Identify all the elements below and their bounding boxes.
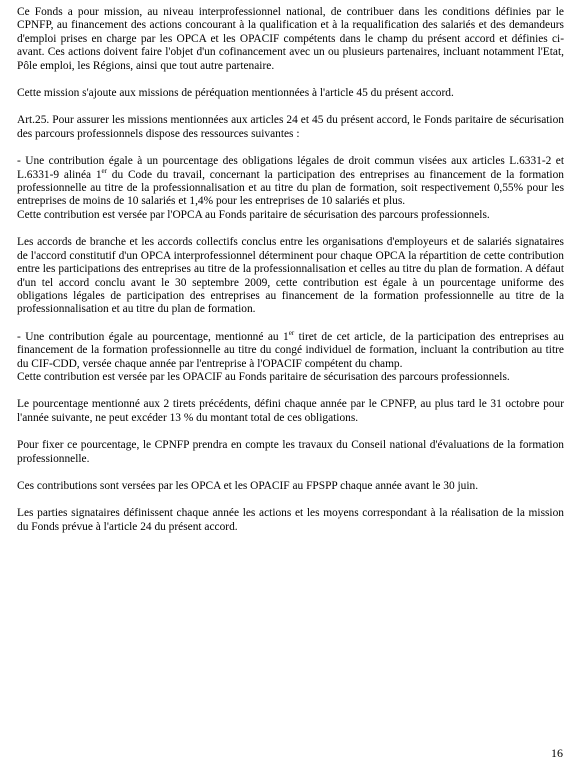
bullet-1-superscript: er: [101, 166, 107, 175]
paragraph-cpnfp-evaluation: Pour fixer ce pourcentage, le CPNFP prendra en compte les travaux du Conseil national d'évaluations de la formation professionnelle.: [17, 439, 564, 465]
paragraph-mission-perequation: Cette mission s'ajoute aux missions de péréquation mentionnées à l'article 45 du présent accord.: [17, 87, 454, 100]
paragraph-article-25: Art.25. Pour assurer les missions mentionnées aux articles 24 et 45 du présent accord, le Fonds paritaire de sécurisation des parcours professionnels dispose des ressources suivantes :: [17, 114, 564, 140]
bullet-2-superscript: er: [288, 328, 295, 337]
paragraph-bullet-opacif-contribution: [17, 328, 564, 371]
bullet-1-text-start: - Une contribution égale à un pourcentage des obligations légales de droit commun visées aux articles L.6331-2 et L.6331-9 alinéa 1: [17, 155, 564, 181]
paragraph-branch-agreements: Les accords de branche et les accords collectifs conclus entre les organisations d'employeurs et de salariés signataires de l'accord constitutif d'un OPCA interprofessionnel déterminent pour chaque OPCA la répartition de cette contribution entre les participations des entreprises au titre de la professionnalisation et celles au titre du plan de formation. A défaut d'un tel accord conclu avant le 30 septembre 2009, cette contribution est égale à un pourcentage uniforme des obligations légales de participation des entreprises au financement de la formation professionnelle au titre de la professionnalisation et au titre du plan de formation.: [17, 236, 564, 316]
bullet-1-text-end: du Code du travail, concernant la participation des entreprises au financement de la formation professionnelle au titre de la professionnalisation et au titre du plan de formation, soit respectivement 0,55% pour les entreprises de moins de 10 salariés et 1,4% pour les entreprises de 10 salariés et plus.: [17, 168, 564, 208]
paragraph-opca-payment: Cette contribution est versée par l'OPCA au Fonds paritaire de sécurisation des parcours professionnels.: [17, 208, 490, 221]
paragraph-contributions-deadline: Ces contributions sont versées par les OPCA et les OPACIF au FPSPP chaque année avant le 30 juin.: [17, 479, 479, 492]
paragraph-opacif-payment: Cette contribution est versée par les OPACIF au Fonds paritaire de sécurisation des parcours professionnels.: [17, 370, 510, 383]
bullet-2-text-start: - Une contribution égale au pourcentage, mentionné au 1: [17, 330, 289, 343]
document-body: [17, 6, 564, 534]
page-number: 16: [551, 746, 563, 760]
paragraph-percentage-limit: Le pourcentage mentionné aux 2 tirets précédents, défini chaque année par le CPNFP, au plus tard le 31 octobre pour l'année suivante, ne peut excéder 13 % du montant total de ces obligations.: [17, 398, 564, 424]
paragraph-signatory-parties: Les parties signataires définissent chaque année les actions et les moyens correspondant à la réalisation de la mission du Fonds prévue à l'article 24 du présent accord.: [17, 507, 564, 533]
paragraph-fonds-mission: Ce Fonds a pour mission, au niveau interprofessionnel national, de contribuer dans les conditions définies par le CPNFP, au financement des actions concourant à la qualification et à la requalification des salariés et des demandeurs d'emploi prises en charge par les OPCA et les OPACIF compétents dans le champ du présent accord et définies ci-avant. Ces actions doivent faire l'objet d'un cofinancement avec un ou plusieurs partenaires, incluant notamment l'Etat, Pôle emploi, les Régions, ainsi que tout autre partenaire.: [17, 6, 564, 72]
paragraph-bullet-opca-contribution: [17, 155, 564, 209]
bullet-2-text-end: tiret de cet article, de la participation des entreprises au financement de la formation professionnelle au titre du congé individuel de formation, incluant la contribution au titre du CIF-CDD, versée chaque année par l'entreprise à l'OPACIF compétent du champ.: [17, 330, 564, 370]
